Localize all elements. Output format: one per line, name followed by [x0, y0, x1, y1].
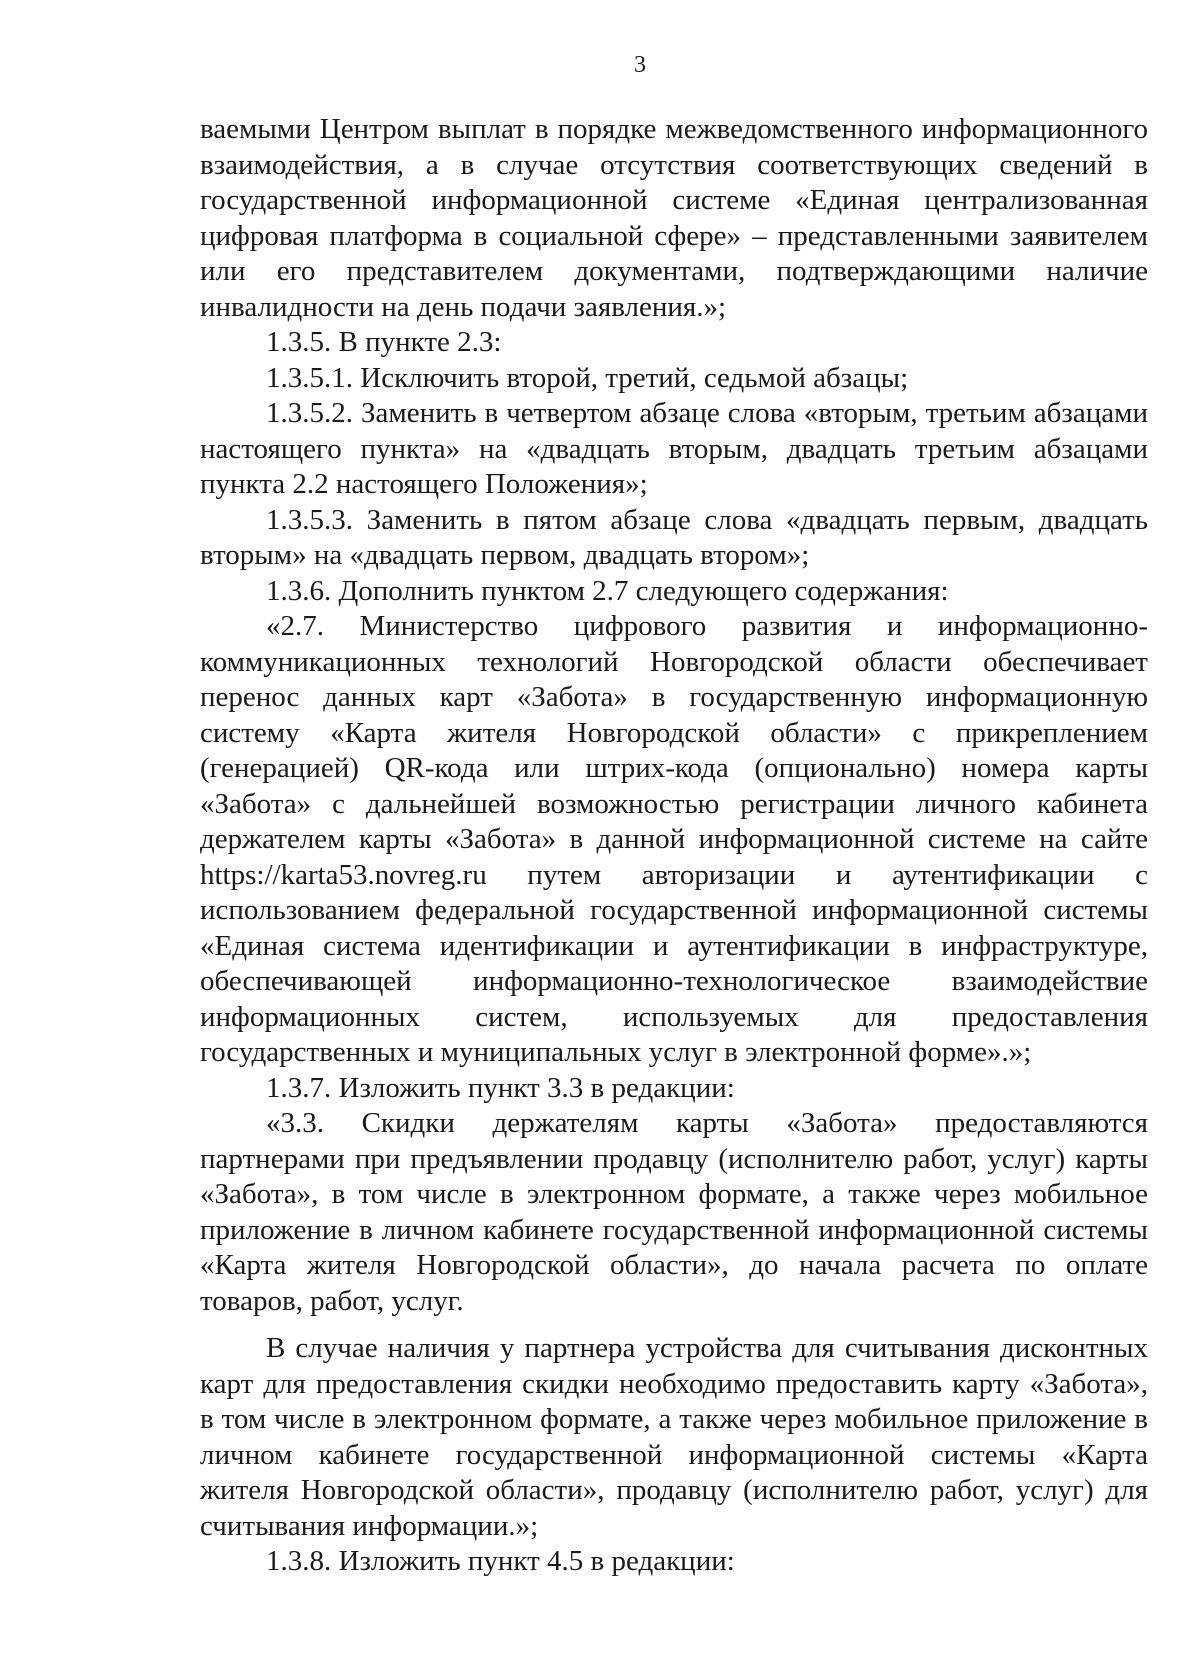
paragraph-item-1-3-5: 1.3.5. В пункте 2.3:: [266, 326, 502, 358]
paragraph-item-1-3-7: 1.3.7. Изложить пункт 3.3 в редакции:: [266, 1071, 735, 1104]
paragraph-item-1-3-5-2: 1.3.5.2. Заменить в четвертом абзаце слова «вторым, третьим абзацами настоящего пункта» на «двадцать вторым, двадцать третьим абзацами пункта 2.2 настоящего Положения»;: [200, 397, 1148, 500]
paragraph-clause-3-3: «3.3. Скидки держателям карты «Забота» предоставляются партнерами при предъявлении продавцу (исполнителю работ, услуг) карты «Забота», в том числе в электронном формате, а также через мобильное приложение в личном кабинете государственной информационной системы «Карта жителя Новгородской области», до начала расчета по оплате товаров, работ, услуг.: [200, 1107, 1148, 1317]
paragraph-item-1-3-6: 1.3.6. Дополнить пунктом 2.7 следующего содержания:: [266, 574, 949, 607]
paragraph-item-1-3-5-3: 1.3.5.3. Заменить в пятом абзаце слова «двадцать первым, двадцать вторым» на «двадцать первом, двадцать втором»;: [200, 503, 1148, 571]
paragraph-item-1-3-5-1: 1.3.5.1. Исключить второй, третий, седьмой абзацы;: [266, 361, 909, 394]
paragraph-clause-3-3-second: В случае наличия у партнера устройства для считывания дисконтных карт для предоставления скидки необходимо предоставить карту «Забота», в том числе в электронном формате, а также через мобильное приложение в личном кабинете государственной информационной системы «Карта жителя Новгородской области», продавцу (исполнителю работ, услуг) для считывания информации.»;: [200, 1332, 1148, 1542]
paragraph-clause-2-7: «2.7. Министерство цифрового развития и информационно-коммуникационных технологий Новгородской области обеспечивает перенос данных карт «Забота» в государственную информационную систему «Карта жителя Новгородской области» с прикреплением (генерацией) QR-кода или штрих-кода (опционально) номера карты «Забота» с дальнейшей возможностью регистрации личного кабинета держателем карты «Забота» в данной информационной системе на сайте https://karta53.novreg.ru путем авторизации и аутентификации с использованием федеральной государственной информационной системы «Единая система идентификации и аутентификации в инфраструктуре, обеспечивающей информационно-технологическое взаимодействие информационных систем, используемых для предоставления государственных и муниципальных услуг в электронной форме».»;: [200, 610, 1148, 1068]
document-body: [200, 112, 1148, 1580]
paragraph-item-1-3-8: 1.3.8. Изложить пункт 4.5 в редакции:: [266, 1545, 735, 1577]
page-number: 3: [634, 52, 646, 78]
paragraph-continuation: ваемыми Центром выплат в порядке межведомственного информационного взаимодействия, а в случае отсутствия соответствующих сведений в государственной информационной системе «Единая централизованная цифровая платформа в социальной сфере» – представленными заявителем или его представителем документами, подтверждающими наличие инвалидности на день подачи заявления.»;: [200, 113, 1148, 323]
